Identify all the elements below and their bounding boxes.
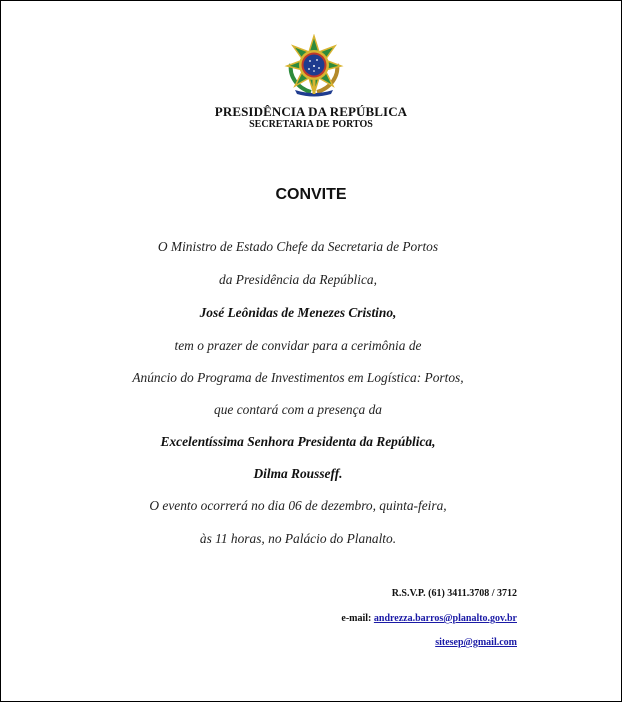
body-line-president-name: Dilma Rousseff. — [253, 466, 343, 481]
body-line-9: O evento ocorrerá no dia 06 de dezembro, quinta-feira, — [149, 498, 447, 513]
body-line-5: Anúncio do Programa de Investimentos em Logística: Portos, — [132, 370, 464, 385]
body-line-10: às 11 horas, no Palácio do Planalto. — [199, 531, 397, 546]
email-line — [341, 613, 517, 624]
rsvp-line: R.S.V.P. (61) 3411.3708 / 3712 — [391, 588, 517, 599]
institution-subtitle: SECRETARIA DE PORTOS — [249, 119, 373, 130]
body-line-2: da Presidência da República, — [219, 272, 377, 287]
email-link[interactable]: andrezza.barros@planalto.gov.br — [373, 613, 517, 624]
email-label: e-mail: — [341, 613, 372, 624]
body-line-1: O Ministro de Estado Chefe da Secretaria de Portos — [157, 239, 439, 254]
body-line-4: tem o prazer de convidar para a cerimônia de — [174, 338, 422, 353]
institution-title: PRESIDÊNCIA DA REPÚBLICA — [214, 104, 408, 119]
page-title: CONVITE — [275, 186, 347, 203]
site-email-link[interactable]: sitesep@gmail.com — [435, 637, 517, 648]
brazil-coat-of-arms-icon — [283, 34, 345, 98]
site-line — [435, 637, 517, 648]
body-line-6: que contará com a presença da — [214, 402, 382, 417]
body-line-minister-name: José Leônidas de Menezes Cristino, — [199, 305, 397, 320]
body-line-president-title: Excelentíssima Senhora Presidenta da República, — [160, 434, 436, 449]
